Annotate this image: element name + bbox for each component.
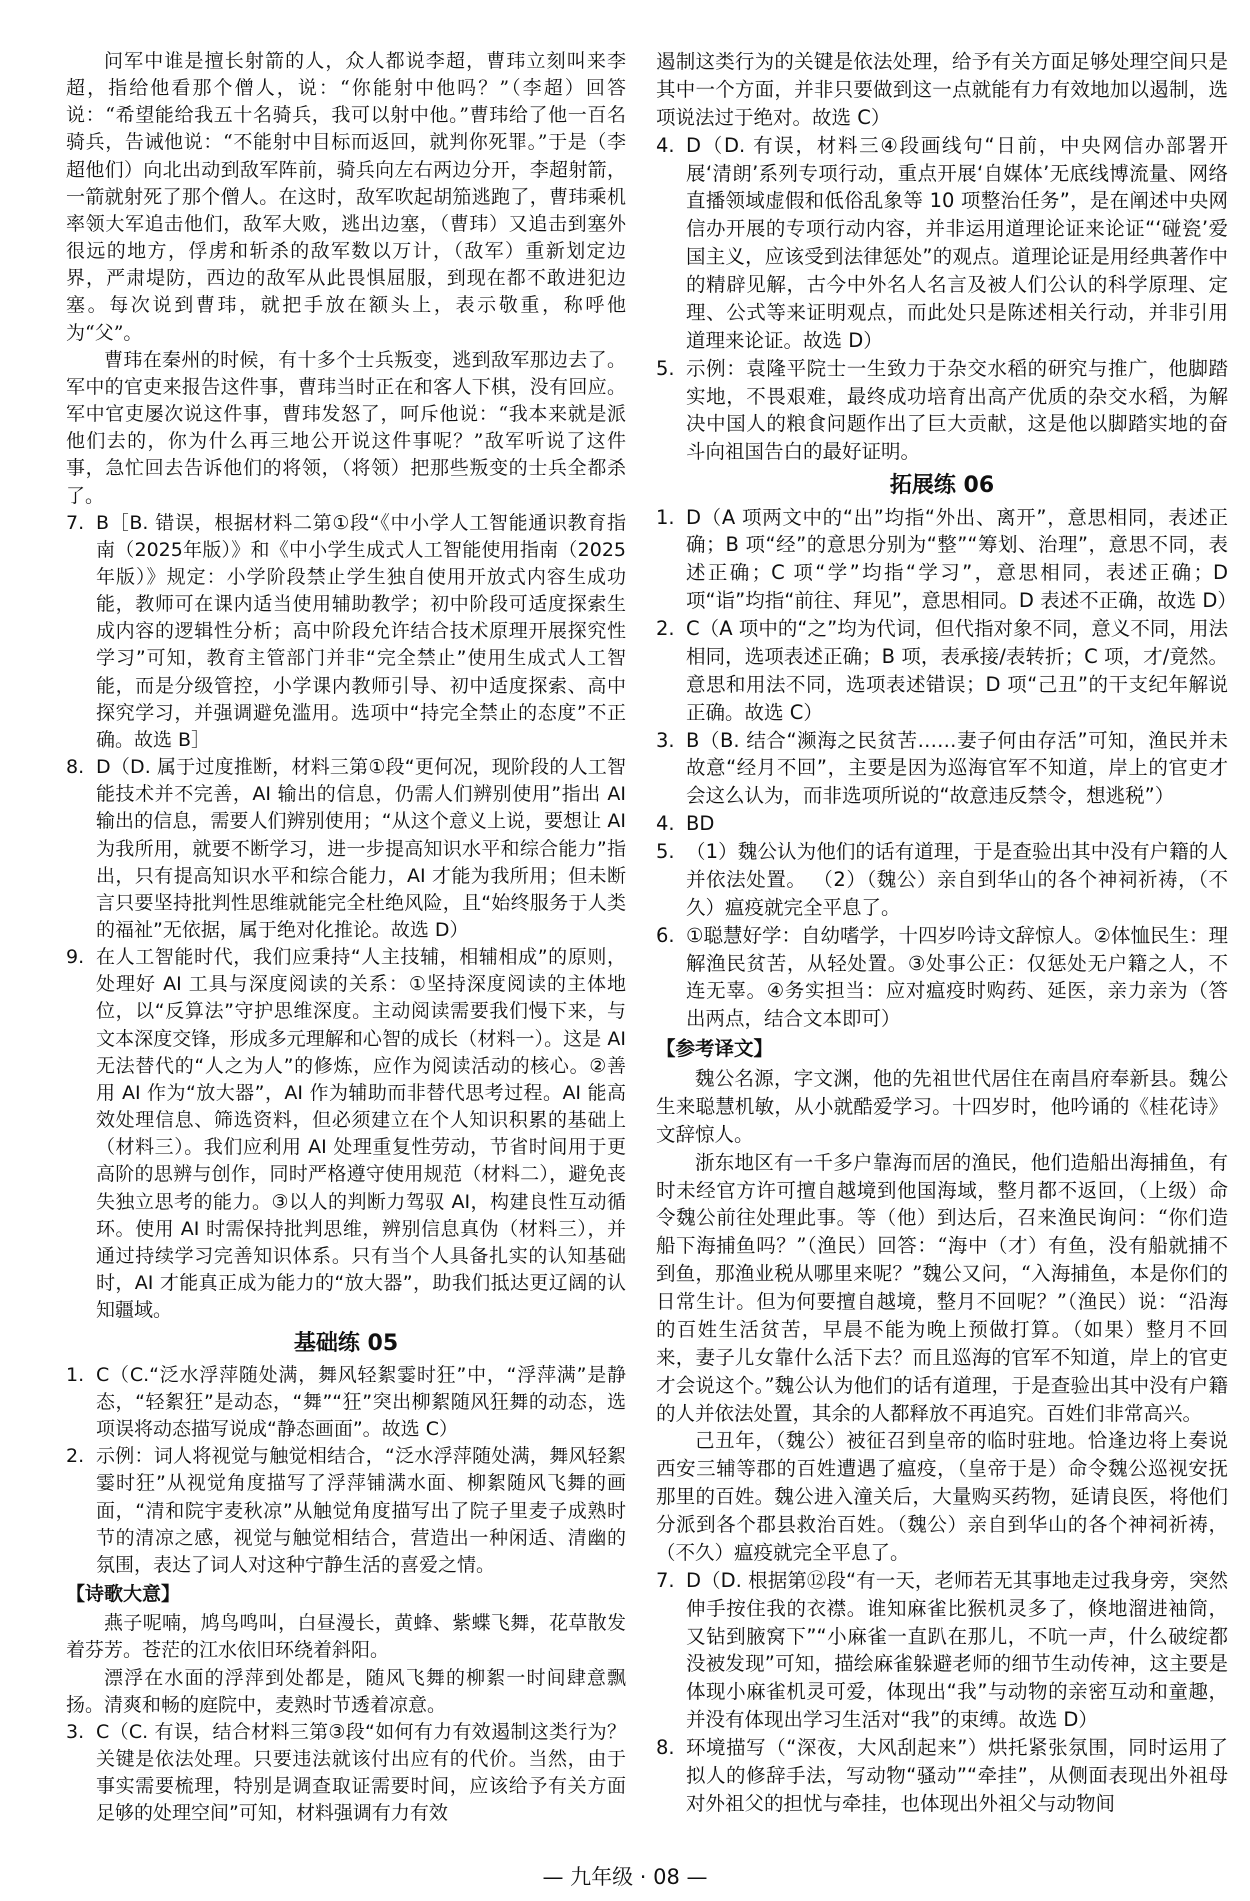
answer-number: 7. (656, 1568, 675, 1592)
answer-list-f (656, 1567, 1228, 1818)
answer-list-c (66, 1719, 626, 1828)
answer-text: D（D. 有误，材料三④段画线句“日前，中央网信办部署开展‘清朗’系列专项行动，重点开展‘自媒体’无底线博流量、网络直播领域虚假和低俗乱象等 10 项整治任务”，是在阐述中央网信办开展的专项行动内容，并非运用道理论证来论证“‘碰瓷’爱国主义，应该受到法律惩处”的观点。道理论证是用经典著作中的精辟见解，古今中外名人名言及被人们公认的科学原理、定理、公式等来证明观点，而此处只是陈述相关行动，并非引用道理来论证。故选 D） (686, 133, 1228, 352)
answer-item (656, 615, 1228, 727)
paragraph: 问军中谁是擅长射箭的人，众人都说李超，曹玮立刻叫来李超，指给他看那个僧人，说：“你能射中他吗？”（李超）回答说：“希望能给我五十名骑兵，我可以射中他。”曹玮给了他一百名骑兵，告诫他说：“不能射中目标而返回，就判你死罪。”于是（李超他们）向北出动到敌军阵前，骑兵向左右两边分开，李超射箭，一箭就射死了那个僧人。在这时，敌军吹起胡笳逃跑了，曹玮乘机率领大军追击他们，敌军大败，逃出边塞，（曹玮）又追击到塞外很远的地方，俘虏和斩杀的敌军数以万计，（敌军）重新划定边界，严肃堤防，西边的敌军从此畏惧屈服，到现在都不敢进犯边塞。每次说到曹玮，就把手放在额头上，表示敬重，称呼他为“父”。 (66, 50, 626, 344)
page-footer: — 九年级 · 08 — (542, 1865, 708, 1889)
answer-number: 4. (656, 133, 675, 157)
answer-3-continued: 遏制这类行为的关键是依法处理，给予有关方面足够处理空间只是其中一个方面，并非只要做到这一点就能有力有效地加以遏制，选项说法过于绝对。故选 C） (656, 50, 1228, 129)
answer-list-e (656, 504, 1237, 1034)
answer-text: C（C. 有误，结合材料三第③段“如何有力有效遏制这类行为？关键是依法处理。只要违法就该付出应有的代价。当然，由于事实需要梳理，特别是调查取证需要时间，应该给予有关方面足够的处理空间”可知，材料强调有力有效 (96, 1720, 626, 1825)
answer-number: 8. (656, 1736, 675, 1760)
answer-list-a (66, 510, 626, 1325)
answer-item (66, 510, 626, 754)
answer-text: 示例：袁隆平院士一生致力于杂交水稻的研究与推广，他脚踏实地，不畏艰难，最终成功培育出高产优质的杂交水稻，为解决中国人的粮食问题作出了巨大贡献，这是他以脚踏实地的奋斗向祖国告白的最好证明。 (686, 356, 1228, 464)
answer-list-b (66, 1362, 626, 1579)
answer-item (656, 838, 1228, 922)
answer-item (66, 1362, 626, 1443)
answer-text: D（D. 根据第⑫段“有一天，老师若无其事地走过我身旁，突然伸手按住我的衣襟。谁知麻雀比猴机灵多了，倏地溜进袖筒，又钻到腋窝下”“小麻雀一直趴在那儿，不吭一声，什么破绽都没被发现”可知，描绘麻雀躲避老师的细节生动传神，这主要是体现小麻雀机灵可爱，体现出“我”与动物的亲密互动和童趣，并没有体现出学习生活对“我”的束缚。故选 D） (686, 1568, 1228, 1732)
section-title-06: 拓展练 06 (889, 473, 995, 499)
translation-continued (66, 48, 626, 510)
reference-translation (656, 1065, 1228, 1567)
poem-meaning (66, 1610, 626, 1719)
left-column (66, 48, 626, 1827)
answer-text: （1）魏公认为他们的话有道理，于是查验出其中没有户籍的人并依法处置。 （2）（魏公）亲自到华山的各个神祠祈祷，（不久）瘟疫就完全平息了。 (686, 840, 1228, 919)
answer-number: 3. (656, 728, 675, 752)
paragraph: 魏公名源，字文渊，他的先祖世代居住在南昌府奉新县。魏公生来聪慧机敏，从小就酷爱学习。十四岁时，他吟诵的《桂花诗》文辞惊人。 (656, 1067, 1228, 1146)
answer-item (656, 727, 1228, 811)
answer-text: 示例：词人将视觉与触觉相结合，“泛水浮萍随处满，舞风轻絮霎时狂”从视觉角度描写了浮萍铺满水面、柳絮随风飞舞的画面，“清和院宇麦秋凉”从触觉角度描写出了院子里麦子成熟时节的清凉之感，视觉与触觉相结合，营造出一种闲适、清幽的氛围，表达了词人对这种宁静生活的喜爱之情。 (96, 1445, 626, 1576)
answer-item (656, 1734, 1228, 1818)
answer-text: 在人工智能时代，我们应秉持“人主技辅，相辅相成”的原则，处理好 AI 工具与深度阅读的关系：①坚持深度阅读的主体地位，以“反算法”守护思维深度。主动阅读需要我们慢下来，与文本深度交锋，形成多元理解和心智的成长（材料一）。这是 AI 无法替代的“人之为人”的修炼，应作为阅读活动的核心。②善用 AI 作为“放大器”，AI 作为辅助而非替代思考过程。AI 能高效处理信息、筛选资料，但必须建立在个人知识积累的基础上（材料三）。我们应利用 AI 处理重复性劳动，节省时间用于更高阶的思辨与创作，同时严格遵守使用规范（材料二），避免丧失独立思考的能力。③以人的判断力驾驭 AI，构建良性互动循环。使用 AI 时需保持批判思维，辨别信息真伪（材料三），并通过持续学习完善知识体系。只有当个人具备扎实的认知基础时，AI 才能真正成为能力的“放大器”，助我们抵达更辽阔的认知疆域。 (96, 946, 626, 1322)
reference-translation-title: 【参考译文】 (656, 1037, 774, 1061)
answer-number: 5. (656, 356, 675, 380)
answer-list-d (656, 132, 1228, 467)
paragraph: 燕子呢喃，鸠鸟鸣叫，白昼漫长，黄蜂、紫蝶飞舞，花草散发着芬芳。苍茫的江水依旧环绕着斜阳。 (66, 1612, 626, 1662)
answer-item (656, 355, 1228, 467)
paragraph: 己丑年，（魏公）被征召到皇帝的临时驻地。恰逢边将上奏说西安三辅等郡的百姓遭遇了瘟疫，（皇帝于是）命令魏公巡视安抚那里的百姓。魏公进入潼关后，大量购买药物，延请良医，将他们分派到各个郡县救治百姓。（魏公）亲自到华山的各个神祠祈祷，（不久）瘟疫就完全平息了。 (656, 1429, 1228, 1564)
answer-item (656, 922, 1228, 1034)
answer-item (66, 754, 626, 944)
answer-number: 6. (656, 923, 675, 947)
answer-item (66, 944, 626, 1324)
answer-item (66, 1719, 626, 1828)
answer-text: B（B. 结合“濒海之民贫苦……妻子何由存活”可知，渔民并未故意“经月不回”，主要是因为巡海官军不知道，岸上的官吏才会这么认为，而非选项所说的“故意违反禁令，想逃税”） (686, 728, 1228, 808)
answer-number: 3. (66, 1720, 85, 1743)
answer-item (656, 504, 1237, 616)
answer-item (66, 1443, 626, 1579)
answer-item (656, 132, 1228, 355)
answer-text: D（D. 属于过度推断，材料三第①段“更何况，现阶段的人工智能技术并不完善，AI 输出的信息，仍需人们辨别使用”指出 AI 输出的信息，需要人们辨别使用；“从这个意义上说，要想让 AI 为我所用，就要不断学习，进一步提高知识水平和综合能力”指出，只有提高知识水平和综合能力，AI 才能为我所用；但未断言只要坚持批判性思维就能完全杜绝风险，且“始终服务于人类的福祉”无依据，属于绝对化推论。故选 D） (96, 756, 626, 941)
answer-item (656, 810, 1228, 838)
paragraph: 浙东地区有一千多户靠海而居的渔民，他们造船出海捕鱼，有时未经官方许可擅自越境到他国海域，整月都不返回，（上级）命令魏公前往处理此事。等（他）到达后，召来渔民询问：“你们造船下海捕鱼吗？”（渔民）回答：“海中（才）有鱼，没有船就捕不到鱼，那渔业税从哪里来呢？”魏公又问，“入海捕鱼，本是你们的日常生计。但为何要擅自越境，整月不回呢？”（渔民）说：“沿海的百姓生活贫苦，早晨不能为晚上预做打算。（如果）整月不回来，妻子儿女靠什么活下去？而且巡海的官军不知道，岸上的官吏才会说这个。”魏公认为他们的话有道理，于是查验出其中没有户籍的人并依法处置，其余的人都释放不再追究。百姓们非常高兴。 (656, 1150, 1228, 1425)
answer-number: 9. (66, 946, 85, 969)
answer-item (656, 1567, 1228, 1734)
answer-number: 7. (66, 511, 85, 534)
right-column (656, 48, 1237, 1818)
answer-number: 4. (656, 812, 675, 836)
paragraph: 漂浮在水面的浮萍到处都是，随风飞舞的柳絮一时间肆意飘扬。清爽和畅的庭院中，麦熟时节透着凉意。 (66, 1666, 626, 1716)
answer-number: 2. (66, 1445, 85, 1468)
answer-number: 5. (656, 840, 675, 864)
paragraph: 曹玮在秦州的时候，有十多个士兵叛变，逃到敌军那边去了。军中的官吏来报告这件事，曹玮当时正在和客人下棋，没有回应。军中官吏屡次说这件事，曹玮发怒了，呵斥他说：“我本来就是派他们去的，你为什么再三地公开说这件事呢？”敌军听说了这件事，急忙回去告诉他们的将领，（将领）把那些叛变的士兵全都杀了。 (66, 348, 626, 507)
answer-text: C（C.“泛水浮萍随处满，舞风轻絮霎时狂”中，“浮萍满”是静态，“轻絮狂”是动态，“舞”“狂”突出柳絮随风狂舞的动态，选项误将动态描写说成“静态画面”。故选 C） (96, 1363, 626, 1441)
answer-number: 8. (66, 756, 85, 779)
answer-text: D（A 项两文中的“出”均指“外出、离开”，意思相同，表述正确；B 项“经”的意思分别为“整”“筹划、治理”，意思不同，表述正确；C 项“学”均指“学习”，意思相同，表述正确；D 项“诣”均指“前往、拜见”，意思相同。D 表述不正确，故选 D） (686, 505, 1237, 613)
poem-title: 【诗歌大意】 (66, 1583, 181, 1606)
answer-number: 2. (656, 617, 675, 641)
answer-text: 环境描写（“深夜，大风刮起来”）烘托紧张氛围，同时运用了拟人的修辞手法，写动物“骚动”“牵挂”，从侧面表现出外祖母对外祖父的担忧与牵挂，也体现出外祖父与动物间 (686, 1736, 1228, 1815)
answer-text: BD (686, 812, 715, 836)
answer-text: ①聪慧好学：自幼嗜学，十四岁吟诗文辞惊人。②体恤民生：理解渔民贫苦，从轻处置。③处事公正：仅惩处无户籍之人，不连无辜。④务实担当：应对瘟疫时购药、延医，亲力亲为（答出两点，结合文本即可） (686, 923, 1228, 1031)
section-title-05: 基础练 05 (293, 1331, 399, 1357)
answer-text: B［B. 错误，根据材料二第①段“《中小学人工智能通识教育指南（2025年版）》和《中小学生成式人工智能使用指南（2025年版）》规定：小学阶段禁止学生独自使用开放式内容生成功能，教师可在课内适当使用辅助教学；初中阶段可适度探索生成内容的逻辑性分析；高中阶段允许结合技术原理开展探究性学习”可知，教育主管部门并非“完全禁止”使用生成式人工智能，而是分级管控，小学课内教师引导、初中适度探索、高中探究学习，并强调避免滥用。选项中“持完全禁止的态度”不正确。故选 B］ (96, 511, 626, 751)
answer-number: 1. (66, 1363, 85, 1386)
answer-number: 1. (656, 505, 675, 529)
answer-text: C（A 项中的“之”均为代词，但代指对象不同，意义不同，用法相同，选项表述正确；B 项，表承接/表转折；C 项，才/竟然。意思和用法不同，选项表述错误；D 项“己丑”的干支纪年解说正确。故选 C） (686, 617, 1228, 724)
